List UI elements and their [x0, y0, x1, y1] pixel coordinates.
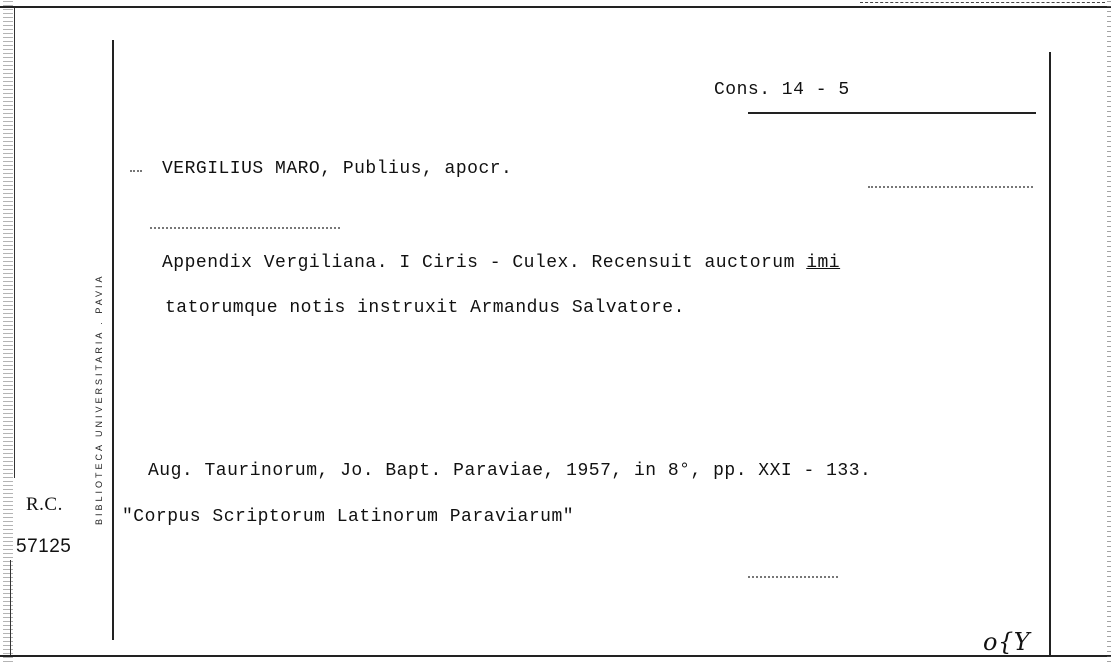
library-stamp: BIBLIOTECA UNIVERSITARIA . PAVIA: [94, 273, 104, 525]
title-line-2: tatorumque notis instruxit Armandus Salvatore.: [165, 298, 685, 318]
title-line-1-text: Appendix Vergiliana. I Ciris - Culex. Recensuit auctorum: [162, 253, 807, 273]
left-margin-rule: [112, 40, 114, 640]
right-margin-rule: [1049, 52, 1051, 657]
handwritten-note: o{Y: [983, 628, 1031, 656]
card-bottom-edge: [0, 655, 1111, 657]
speck-marks: [868, 186, 1033, 188]
card-left-border-lower: [10, 560, 11, 655]
series-line: "Corpus Scriptorum Latinorum Paraviarum": [122, 507, 575, 527]
speck-marks: [150, 227, 340, 229]
card-left-edge: [3, 0, 13, 662]
author-heading: VERGILIUS MARO, Publius, apocr.: [162, 159, 513, 179]
speck-marks: [748, 576, 838, 578]
card-left-border: [14, 8, 15, 478]
title-line-1: [162, 253, 840, 273]
imprint-line: Aug. Taurinorum, Jo. Bapt. Paraviae, 1957, in 8°, pp. XXI - 133.: [148, 461, 872, 481]
card-top-edge-dashed: [860, 2, 1105, 4]
title-line-1-hyphenated: imi: [806, 253, 841, 273]
inventory-number: 57125: [16, 536, 72, 557]
collection-code: R.C.: [26, 494, 63, 515]
speck-marks: [130, 170, 142, 172]
shelfmark-underline: [748, 112, 1036, 114]
card-top-edge: [0, 6, 1111, 8]
card-right-edge: [1107, 0, 1111, 662]
shelfmark: Cons. 14 - 5: [714, 80, 850, 100]
